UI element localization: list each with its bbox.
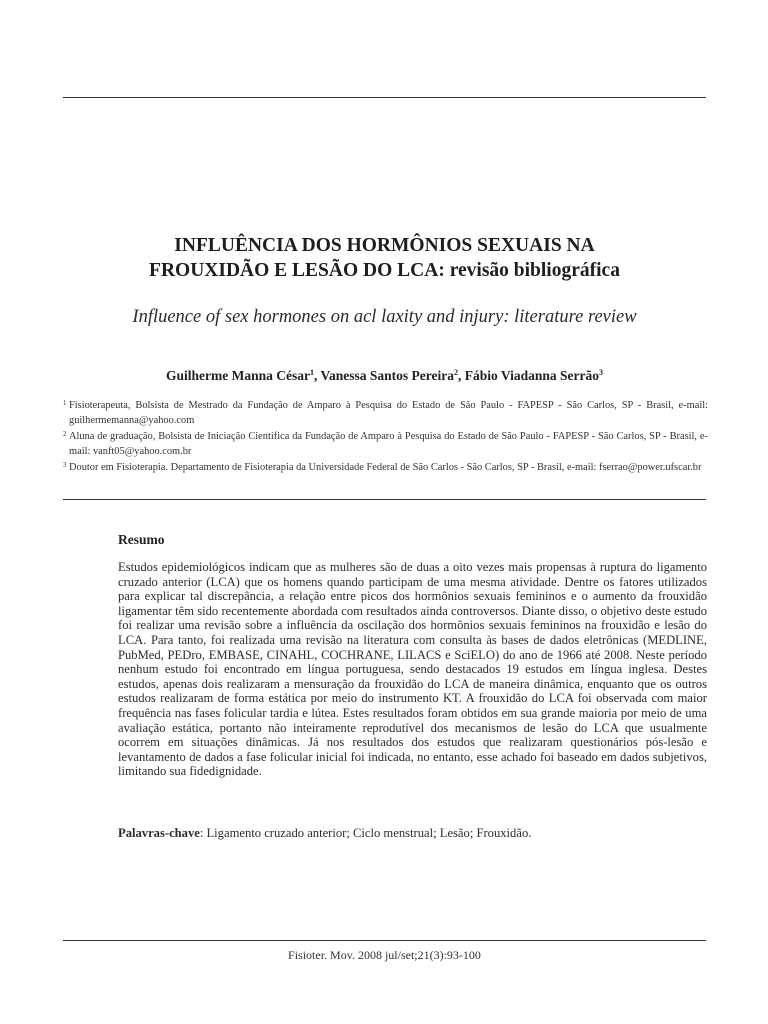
affiliation-text: Doutor em Fisioterapia. Departamento de Fisioterapia da Universidade Federal de São Carlos - São Carlos, SP - Brasil, e-mail: fserrao@power.ufscar.br [69, 461, 702, 473]
author-name: Fábio Viadanna Serrão [464, 368, 600, 383]
author-name: Vanessa Santos Pereira [320, 368, 454, 383]
top-rule [63, 97, 706, 98]
author-affil-mark: 1 [309, 368, 314, 377]
section-rule [63, 499, 706, 500]
author-separator: , [313, 368, 321, 383]
title-line-2 [63, 258, 706, 283]
affiliation-text: Aluna de graduação, Bolsista de Iniciação Científica da Fundação de Amparo à Pesquisa do Estado de São Paulo - FAPESP - São Carlos, SP - Brasil, e-mail: vanft05@yahoo.com.br [69, 430, 708, 458]
article-title [63, 233, 706, 283]
affiliation-text: Fisioterapeuta, Bolsista de Mestrado da Fundação de Amparo à Pesquisa do Estado de São Paulo - FAPESP - São Carlos, SP - Brasil, e-mail: guilhermemanna@yahoo.com [69, 400, 708, 427]
footer-rule [63, 940, 706, 941]
keywords-label: Palavras-chave [118, 826, 200, 840]
english-title: Influence of sex hormones on acl laxity and injury: literature review [132, 307, 637, 327]
title-line-2-main: FROUXIDÃO E LESÃO DO LCA: [149, 260, 445, 281]
author-name: Guilherme Manna César [165, 368, 310, 383]
affiliation-number: 3 [63, 460, 67, 469]
keywords [118, 826, 707, 841]
affiliation-number: 2 [63, 429, 67, 438]
affiliation-item [63, 429, 708, 460]
title-line-1: INFLUÊNCIA DOS HORMÔNIOS SEXUAIS NA [174, 235, 595, 256]
affiliation-item [63, 398, 708, 429]
author-separator: , [458, 368, 465, 383]
title-subtitle: revisão bibliográfica [444, 260, 620, 281]
abstract-heading: Resumo [118, 532, 165, 547]
author-affil-mark: 3 [599, 368, 604, 377]
affiliations [63, 398, 708, 475]
affiliation-item [63, 460, 708, 475]
affiliation-number: 1 [63, 399, 67, 407]
keywords-text: : Ligamento cruzado anterior; Ciclo menstrual; Lesão; Frouxidão. [199, 826, 532, 840]
author-affil-mark: 2 [454, 368, 458, 377]
abstract-body: Estudos epidemiológicos indicam que as mulheres são de duas a oito vezes mais propensas à ruptura do ligamento cruzado anterior (LCA) que os homens quando participam de uma mesma atividade. Dentre os fatores utilizados para explicar tal discrepância, a relação entre picos dos hormônios sexuais femininos e o aumento da frouxidão ligamentar têm sido recentemente abordada com resultados ainda controversos. Diante disso, o objetivo deste estudo foi realizar uma revisão sobre a influência da oscilação dos hormônios sexuais femininos na frouxidão e lesão do LCA. Para tanto, foi realizada uma revisão na literatura com consulta às bases de dados eletrônicas (MEDLINE, PubMed, PEDro, EMBASE, CINAHL, COCHRANE, LILACS e SciELO) do ano de 1966 até 2008. Neste período nenhum estudo foi encontrado em língua portuguesa, sendo destacados 19 estudos em língua inglesa. Destes estudos, apenas dois realizaram a mensuração da frouxidão do LCA de maneira dinâmica, enquanto que os outros estudos realizaram de forma estática por meio do instrumento KT. A frouxidão do LCA foi observada com maior frequência nas fases folicular tardia e lútea. Estes resultados foram obtidos em sua grande maioria por meio de uma avaliação estática, portanto não inteiramente reprodutível dos mecanismos de lesão do LCA que usualmente ocorrem em situações dinâmicas. Já nos resultados dos estudos que realizaram questionários pós-lesão e levantamento de dados a fase folicular inicial foi indicada, no entanto, esse achado foi baseado em dados subjetivos, limitando sua fidedignidade. [118, 560, 707, 779]
journal-citation: Fisioter. Mov. 2008 jul/set;21(3):93-100 [288, 948, 481, 962]
author-list [63, 367, 706, 385]
